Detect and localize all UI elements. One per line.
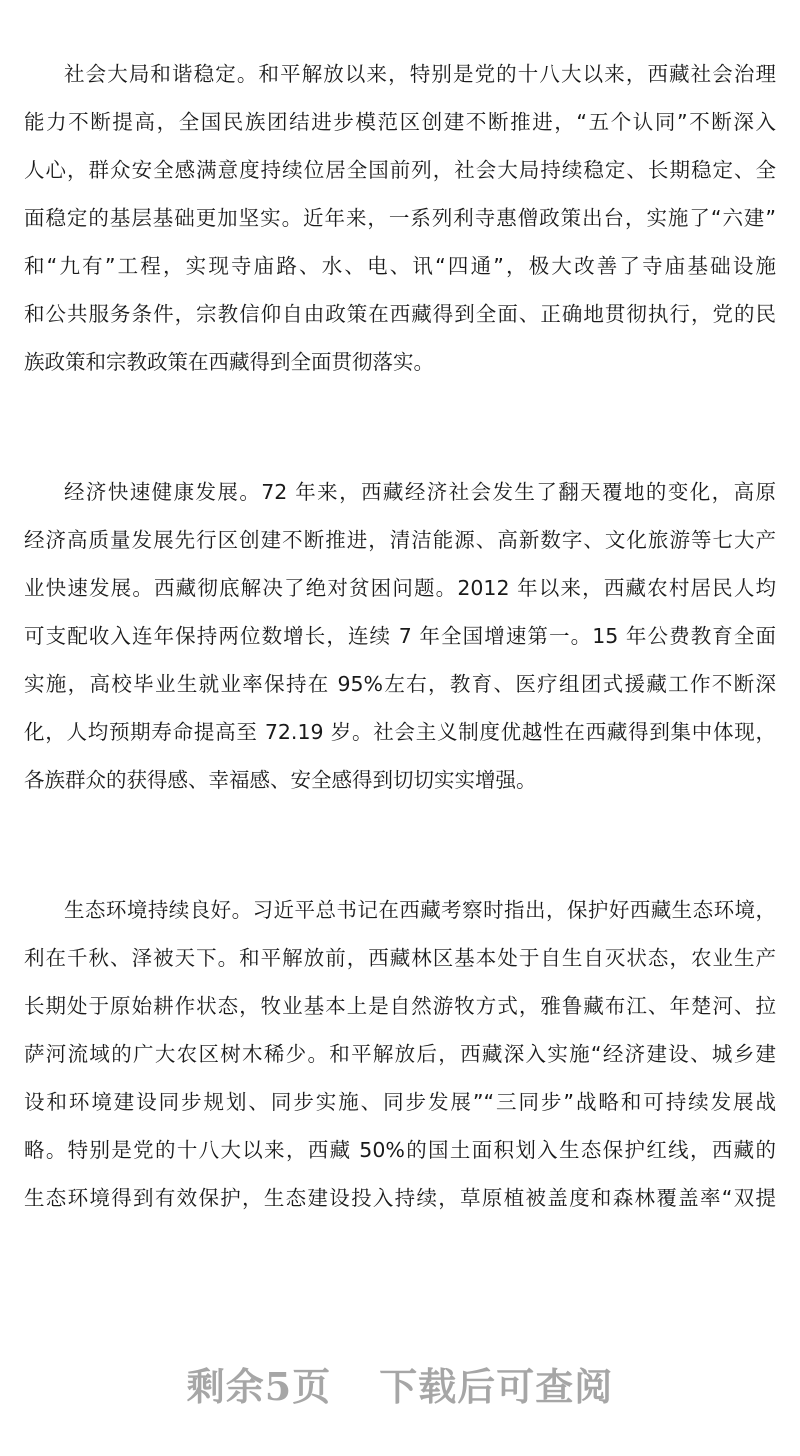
text-line: 实施，高校毕业生就业率保持在 95%左右，教育、医疗组团式援藏工作不断深 <box>24 672 776 696</box>
text-line: 和“九有”工程，实现寺庙路、水、电、讯“四通”，极大改善了寺庙基础设施 <box>24 254 776 278</box>
text-line: 社会大局和谐稳定。和平解放以来，特别是党的十八大以来，西藏社会治理 <box>64 62 776 86</box>
text-line: 长期处于原始耕作状态，牧业基本上是自然游牧方式，雅鲁藏布江、年楚河、拉 <box>24 994 776 1018</box>
text-line: 人心，群众安全感满意度持续位居全国前列，社会大局持续稳定、长期稳定、全 <box>24 158 776 182</box>
text-line: 生态环境得到有效保护，生态建设投入持续，草原植被盖度和森林覆盖率“双提 <box>24 1186 776 1210</box>
remaining-pages-label: 剩余5页 <box>186 1364 332 1409</box>
text-line: 可支配收入连年保持两位数增长，连续 7 年全国增速第一。15 年公费教育全面 <box>24 624 776 648</box>
download-prompt[interactable] <box>0 1356 800 1411</box>
paragraph-economic-development <box>24 468 776 804</box>
paragraph-social-stability <box>24 50 776 386</box>
text-line: 经济快速健康发展。72 年来，西藏经济社会发生了翻天覆地的变化，高原 <box>64 480 776 504</box>
download-to-view-label: 下载后可查阅 <box>379 1364 614 1409</box>
text-line: 设和环境建设同步规划、同步实施、同步发展”“三同步”战略和可持续发展战 <box>24 1090 776 1114</box>
paragraph-ecology <box>24 886 776 1222</box>
text-line: 能力不断提高，全国民族团结进步模范区创建不断推进，“五个认同”不断深入 <box>24 110 776 134</box>
text-line: 生态环境持续良好。习近平总书记在西藏考察时指出，保护好西藏生态环境， <box>64 898 776 922</box>
text-line: 业快速发展。西藏彻底解决了绝对贫困问题。2012 年以来，西藏农村居民人均 <box>24 576 776 600</box>
text-line: 略。特别是党的十八大以来，西藏 50%的国土面积划入生态保护红线，西藏的 <box>24 1138 776 1162</box>
text-line: 族政策和宗教政策在西藏得到全面贯彻落实。 <box>24 350 434 374</box>
text-line: 面稳定的基层基础更加坚实。近年来，一系列利寺惠僧政策出台，实施了“六建” <box>24 206 776 230</box>
text-line: 萨河流域的广大农区树木稀少。和平解放后，西藏深入实施“经济建设、城乡建 <box>24 1042 776 1066</box>
text-line: 利在千秋、泽被天下。和平解放前，西藏林区基本处于自生自灭状态，农业生产 <box>24 946 776 970</box>
text-line: 和公共服务条件，宗教信仰自由政策在西藏得到全面、正确地贯彻执行，党的民 <box>24 302 776 326</box>
text-line: 化，人均预期寿命提高至 72.19 岁。社会主义制度优越性在西藏得到集中体现， <box>24 720 776 744</box>
text-line: 各族群众的获得感、幸福感、安全感得到切切实实增强。 <box>24 768 537 792</box>
text-line: 经济高质量发展先行区创建不断推进，清洁能源、高新数字、文化旅游等七大产 <box>24 528 776 552</box>
